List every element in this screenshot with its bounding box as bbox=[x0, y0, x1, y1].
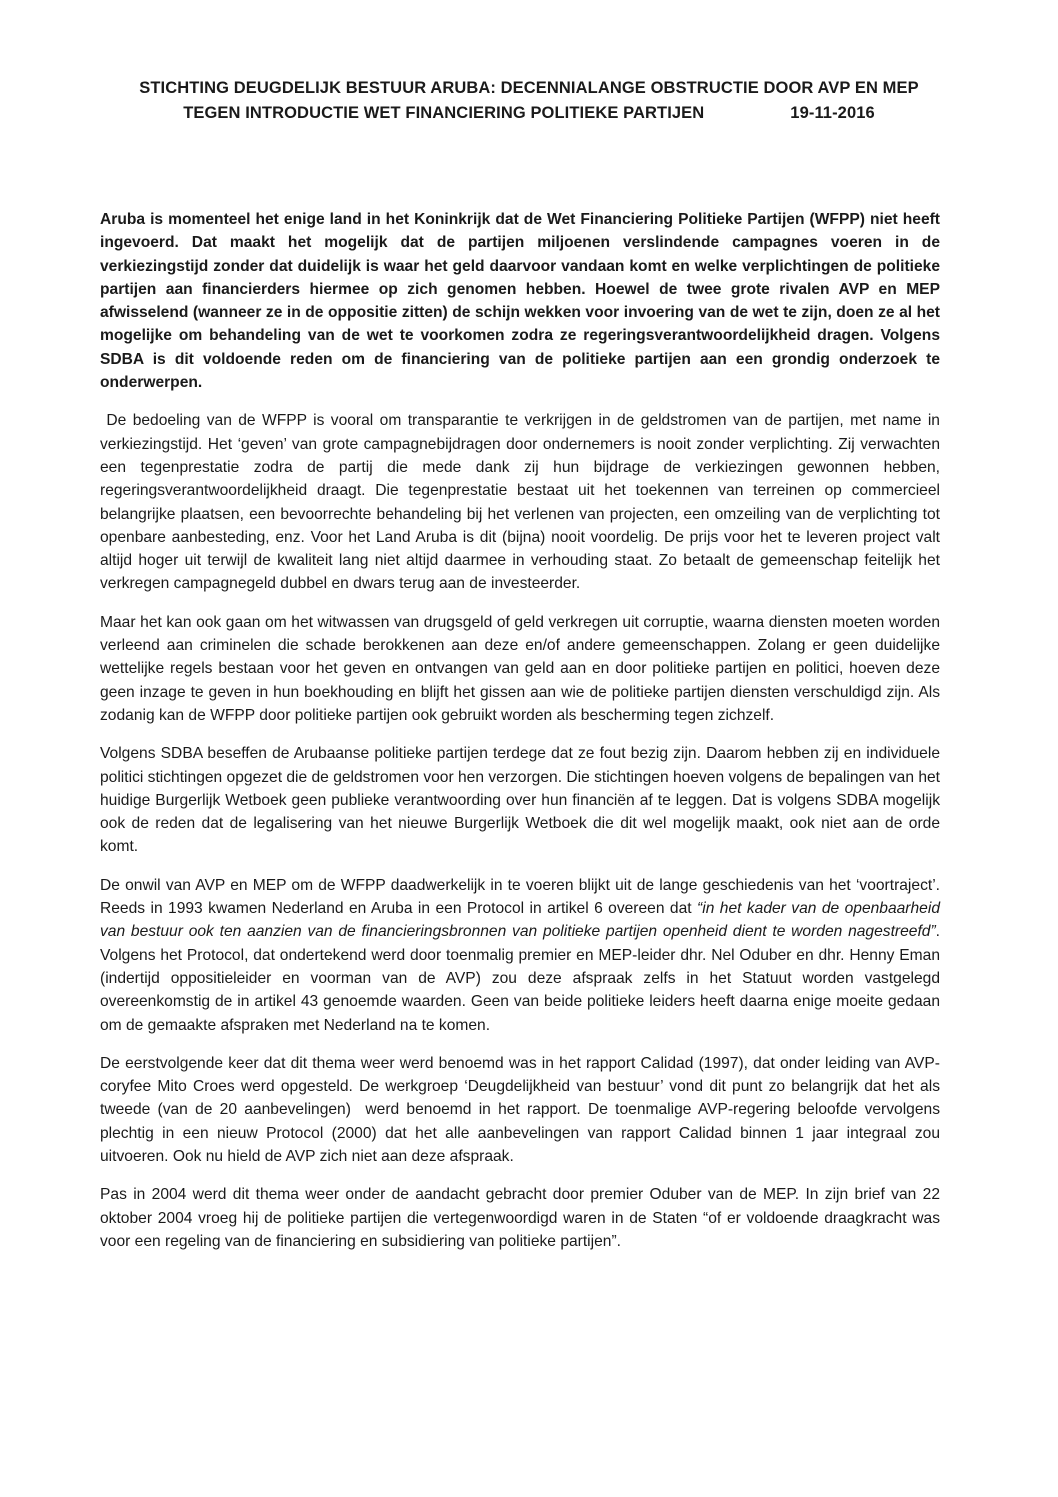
document-body bbox=[100, 208, 945, 1268]
title-line-2 bbox=[60, 101, 998, 126]
paragraph-intro: Aruba is momenteel het enige land in het Koninkrijk dat de Wet Financiering Politieke Partijen (WFPP) niet heeft ingevoerd. Dat maakt het mogelijk dat de partijen miljoenen verslindende campagnes voeren in de verkiezingstijd zonder dat duidelijk is waar het geld daarvoor vandaan komt en welke verplichtingen de politieke partijen aan financierders hiermee op zich genomen hebben. Hoewel de twee grote rivalen AVP en MEP afwisselend (wanneer ze in de oppositie zitten) de schijn wekken voor invoering van de wet te zijn, doen ze al het mogelijke om behandeling van de wet te voorkomen zodra ze regeringsverantwoordelijkheid dragen. Volgens SDBA is dit voldoende reden om de financiering van de politieke partijen aan een grondig onderzoek te onderwerpen. bbox=[100, 211, 940, 392]
paragraph-6: De eerstvolgende keer dat dit thema weer werd benoemd was in het rapport Calidad (1997), dat onder leiding van AVP-coryfee Mito Croes werd opgesteld. De werkgroep ‘Deugdelijkheid van bestuur’ vond dit punt zo belangrijk dat het als tweede (van de 20 aanbevelingen) werd benoemd in het rapport. De toenmalige AVP-regering beloofde vervolgens plechtig in een nieuw Protocol (2000) dat het alle aanbevelingen van rapport Calidad binnen 1 jaar integraal zou uitvoeren. Ook nu hield de AVP zich niet aan deze afspraak. bbox=[100, 1054, 945, 1165]
paragraph-5-text-after: . Volgens het Protocol, dat ondertekend werd door toenmalig premier en MEP-leider dhr. Nel Oduber en dhr. Henny Eman (indertijd oppositieleider en voorman van de AVP) zou deze afspraak zelfs in het Statuut worden vastgelegd overeenkomstig de in artikel 43 genoemde waarden. Geen van beide politieke leiders heeft daarna enige moeite gedaan om de gemaakte afspraken met Nederland na te komen. bbox=[100, 923, 940, 1034]
protocol-quote: “in het kader van de openbaarheid van bestuur ook ten aanzien van de financieringsbronnen van politieke partijen openheid dient te worden nagestreefd” bbox=[100, 900, 940, 941]
paragraph-3: Maar het kan ook gaan om het witwassen van drugsgeld of geld verkregen uit corruptie, waarna diensten moeten worden verleend aan criminelen die schade berokkenen aan deze en/of andere gemeenschappen. Zolang er geen duidelijke wettelijke regels bestaan voor het geven en ontvangen van geld aan en door politieke partijen en politici, hoeven deze geen inzage te geven in hun boekhouding en blijft het gissen aan wie de politieke partijen diensten verschuldigd zijn. Als zodanig kan de WFPP door politieke partijen ook gebruikt worden als bescherming tegen zichzelf. bbox=[100, 613, 940, 724]
document-title bbox=[60, 76, 998, 126]
paragraph-2: De bedoeling van de WFPP is vooral om transparantie te verkrijgen in de geldstromen van de partijen, met name in verkiezingstijd. Het ‘geven’ van grote campagnebijdragen door ondernemers is nooit zonder verplichting. Zij verwachten een tegenprestatie zodra de partij die mede dank zij hun bijdrage de verkiezingen gewonnen hebben, regeringsverantwoordelijkheid draagt. Die tegenprestatie bestaat uit het toekennen van terreinen op commercieel belangrijke plaatsen, een bevoorrechte behandeling bij het verlenen van projecten, een omzeiling van de verplichting tot openbare aanbesteding, enz. Voor het Land Aruba is dit (bijna) nooit voordelig. De prijs voor het te leveren project valt altijd hoger uit terwijl de kwaliteit lang niet altijd daarmee in verhouding staat. Zo betaalt de gemeenschap feitelijk het verkregen campagnegeld dubbel en dwars terug aan de investeerder. bbox=[100, 412, 945, 593]
paragraph-7: Pas in 2004 werd dit thema weer onder de aandacht gebracht door premier Oduber van de MEP. In zijn brief van 22 oktober 2004 vroeg hij de politieke partijen die vertegenwoordigd waren in de Staten “of er voldoende draagkracht was voor een regeling van de financiering en subsidiering van politieke partijen”. bbox=[100, 1186, 940, 1250]
title-line-2-text: TEGEN INTRODUCTIE WET FINANCIERING POLITIEKE PARTIJEN bbox=[183, 104, 705, 122]
paragraph-4: Volgens SDBA beseffen de Arubaanse politieke partijen terdege dat ze fout bezig zijn. Daarom hebben zij en individuele politici stichtingen opgezet die de geldstromen voor hen verzorgen. Die stichtingen hoeven volgens de bepalingen van het huidige Burgerlijk Wetboek geen publieke verantwoording over hun financiën af te leggen. Dat is volgens SDBA mogelijk ook de reden dat de legalisering van het nieuwe Burgerlijk Wetboek die dit wel mogelijk maakt, ook niet aan de orde komt. bbox=[100, 745, 941, 856]
paragraph-5 bbox=[100, 874, 940, 1037]
paragraph-5-text-before: De onwil van AVP en MEP om de WFPP daadwerkelijk in te voeren blijkt uit de lange geschiedenis van het ‘voortraject’. Reeds in 1993 kwamen Nederland en Aruba in een Protocol in artikel 6 overeen dat bbox=[100, 876, 940, 918]
title-line-1: STICHTING DEUGDELIJK BESTUUR ARUBA: DECENNIALANGE OBSTRUCTIE DOOR AVP EN MEP bbox=[139, 79, 919, 97]
document-date: 19-11-2016 bbox=[790, 104, 875, 122]
